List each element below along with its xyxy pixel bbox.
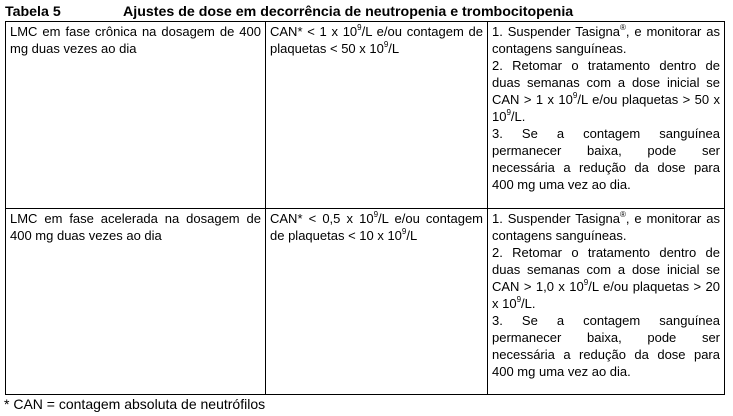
table-title [5,3,573,21]
table-caption: Ajustes de dose em decorrência de neutropenia e trombocitopenia [123,4,574,20]
criteria-cell [266,209,488,395]
phase-cell [6,22,266,209]
action-step-1: 1. Suspender Tasigna®, e monitorar as contagens sanguíneas. [492,209,720,243]
phase-text: LMC em fase acelerada na dosagem de 400 mg duas vezes ao dia [10,211,261,243]
actions-cell [488,209,725,395]
phase-cell [6,209,266,395]
criteria-text: CAN* < 1 x $10^9/L$ e/ou contagem de plaquetas < 50 x $10^9/L$ [270,22,483,56]
action-step-3: 3. Se a contagem sanguínea permanecer baixa, pode ser necessária a redução da dose para 400 mg uma vez ao dia. [492,126,720,192]
table-number: Tabela 5 [5,4,61,20]
table-row [6,209,725,395]
action-step-3: 3. Se a contagem sanguínea permanecer baixa, pode ser necessária a redução da dose para 400 mg uma vez ao dia. [492,313,720,379]
criteria-text: CAN* < 0,5 x $10^9/L$ e/ou contagem de plaquetas < 10 x $10^9/L$ [270,209,484,243]
dose-adjustment-table [5,21,725,395]
table-row [6,22,725,209]
footnote: * CAN = contagem absoluta de neutrófilos [4,396,266,412]
criteria-cell [266,22,488,209]
action-step-1: 1. Suspender Tasigna®, e monitorar as contagens sanguíneas. [492,22,720,56]
action-step-2: 2. Retomar o tratamento dentro de duas semanas com a dose inicial se CAN > 1 x $10^9/L$ e/ou plaquetas > 50 x $10^9/L$. [492,58,720,124]
action-step-2: 2. Retomar o tratamento dentro de duas semanas com a dose inicial se CAN > 1,0 x $10^9/L$ e/ou plaquetas > 20 x $10^9/L$. [492,245,720,311]
phase-text: LMC em fase crônica na dosagem de 400 mg duas vezes ao dia [10,24,261,56]
actions-cell [488,22,725,209]
